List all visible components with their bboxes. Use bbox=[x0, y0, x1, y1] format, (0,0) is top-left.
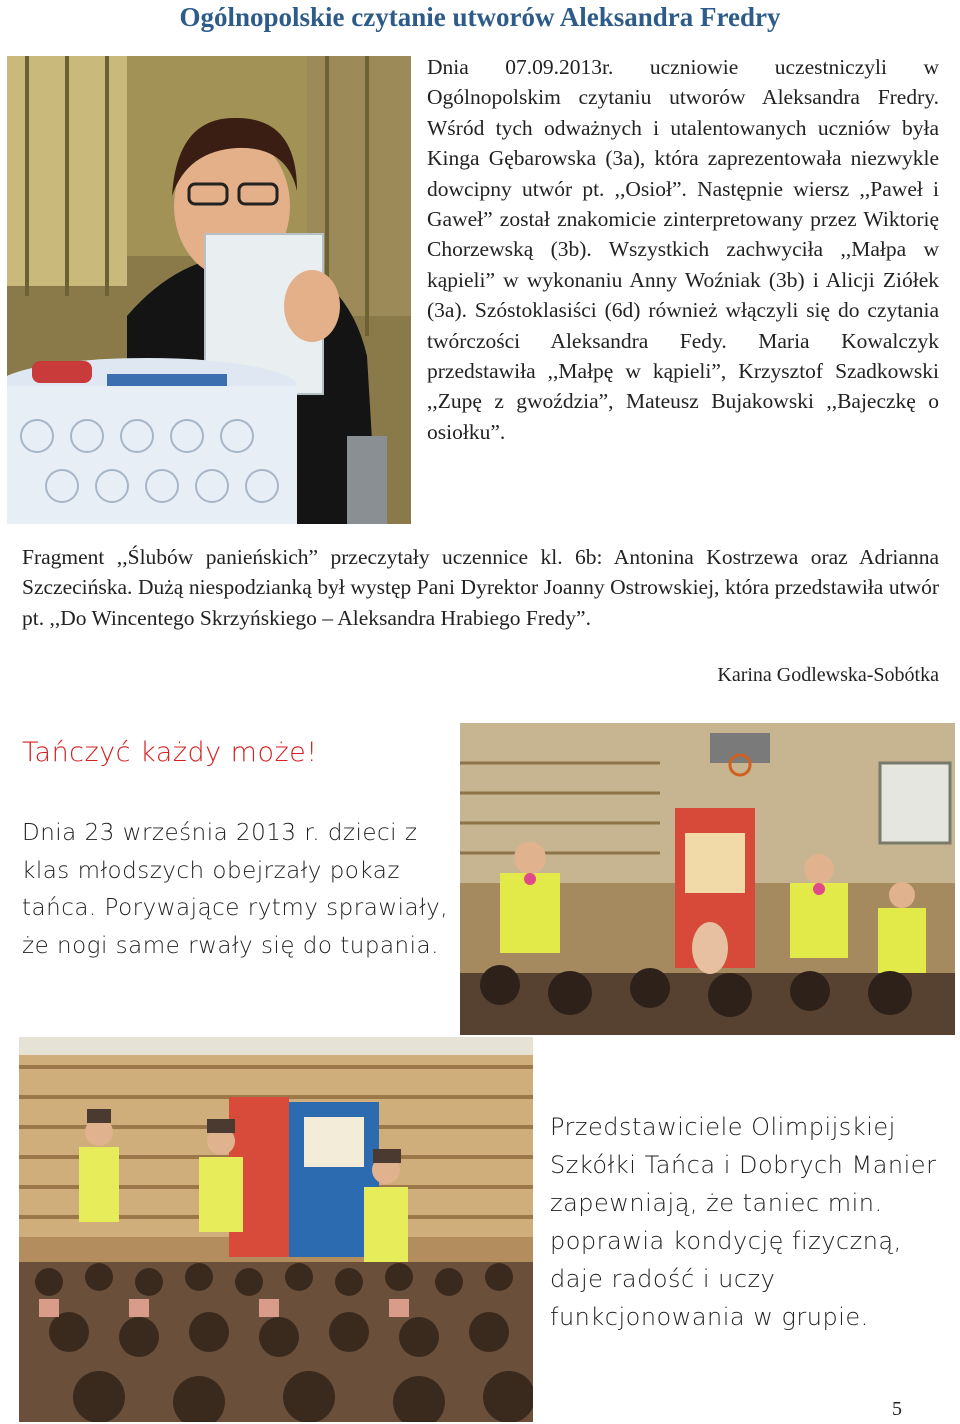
dance-photo-caption: Przedstawiciele Olimpijskiej Szkółki Tańca i Dobrych Manier zapewniają, że taniec min. poprawia kondycję fizyczną, daje radość i uczy funkcjonowania w grupie. bbox=[550, 1113, 937, 1331]
page-title: Ogólnopolskie czytanie utworów Aleksandra Fredry bbox=[179, 2, 781, 32]
article-intro-text: Dnia 07.09.2013r. uczniowie uczestniczyli w Ogólnopolskim czytaniu utworów Aleksandra Fredry. Wśród tych odważnych i utalentowanych uczniów była Kinga Gębarowska (3a), która zaprezentowała niezwykle dowcipny utwór pt. ,,Osioł”. Następnie wiersz ,,Paweł i Gaweł” został znakomicie zinterpretowany przez Wiktorię Chorzewską (3b). Wszystkich zachwyciła ,,Małpa w kąpieli” w wykonaniu Anny Woźniak (3b) i Alicji Ziółek (3a). Szóstoklasiści (6d) również włączyli się do czytania twórczości Aleksandra Fedy. Maria Kowalczyk przedstawiła ,,Małpę w kąpieli”, Krzysztof Szadkowski ,,Zupę z gwoździa”, Mateusz Bujakowski ,,Bajeczkę o osiołku”. bbox=[427, 55, 939, 444]
dance-photo-bottom bbox=[19, 1037, 533, 1422]
article-author: Karina Godlewska-Sobótka bbox=[717, 664, 939, 686]
article-continuation-text: Fragment ,,Ślubów panieńskich” przeczytały uczennice kl. 6b: Antonina Kostrzewa oraz Adrianna Szczecińska. Dużą niespodzianką był występ Pani Dyrektor Joanny Ostrowskiej, która przedstawiła utwór pt. ,,Do Wincentego Skrzyńskiego – Aleksandra Hrabiego Fredy”. bbox=[22, 545, 939, 630]
reading-photo bbox=[7, 56, 411, 524]
page-number: 5 bbox=[892, 1398, 902, 1420]
dance-section-body: Dnia 23 września 2013 r. dzieci z klas młodszych obejrzały pokaz tańca. Porywające rytmy sprawiały, że nogi same rwały się do tupania. bbox=[22, 820, 449, 959]
dance-section-title: Tańczyć każdy może! bbox=[22, 737, 318, 768]
dance-photo-top bbox=[460, 723, 955, 1035]
